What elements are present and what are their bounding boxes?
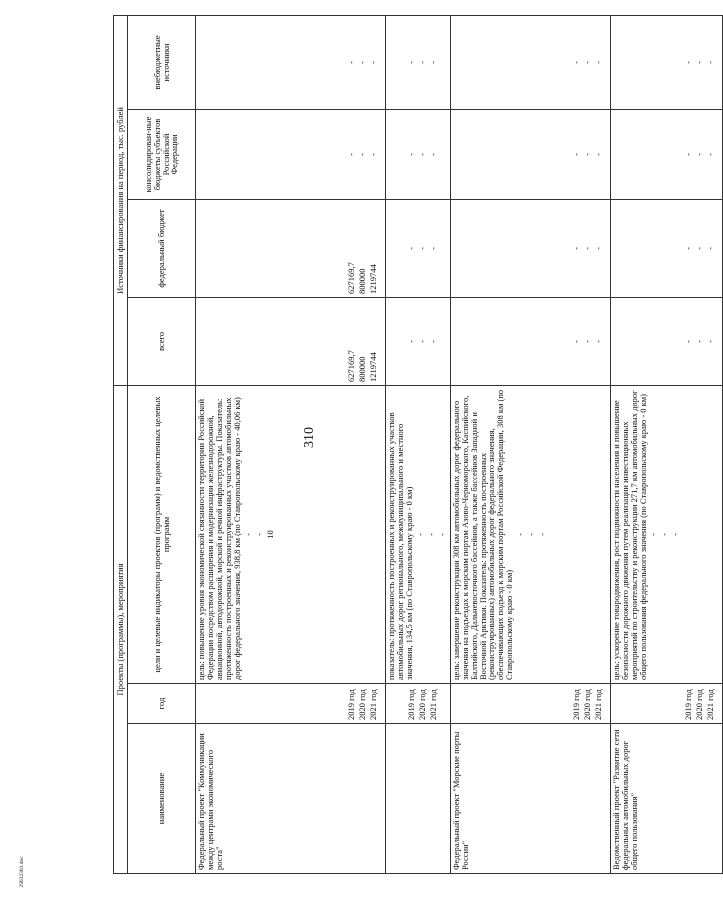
goal-cell bbox=[450, 385, 610, 683]
extrabudget-cell bbox=[196, 15, 386, 109]
year-cell bbox=[450, 684, 610, 724]
consolidated-cell bbox=[196, 109, 386, 199]
year-label: 2021 год bbox=[704, 689, 715, 720]
extrabudget-value: - bbox=[570, 61, 581, 64]
consolidated-value: - bbox=[346, 153, 356, 156]
header-extrabudget: внебюджетные источники bbox=[128, 15, 196, 109]
extrabudget-value: - bbox=[346, 61, 356, 64]
year-label: 2019 год bbox=[682, 689, 693, 720]
total-value: 627169,7 bbox=[346, 350, 356, 382]
federal-value: - bbox=[581, 247, 592, 250]
year-label: 2020 год bbox=[693, 689, 704, 720]
table-body bbox=[196, 15, 723, 873]
consolidated-cell bbox=[610, 109, 722, 199]
extrabudget-value: - bbox=[357, 61, 367, 64]
header-total: всего bbox=[128, 297, 196, 385]
extrabudget-cell bbox=[610, 15, 722, 109]
indicator-value: - bbox=[648, 533, 659, 536]
extrabudget-value: - bbox=[368, 61, 378, 64]
funding-table bbox=[113, 15, 723, 874]
indicator-value: - bbox=[436, 533, 447, 536]
indicator-value: - bbox=[425, 533, 436, 536]
federal-cell bbox=[196, 199, 386, 297]
consolidated-value: - bbox=[693, 153, 704, 156]
total-value: - bbox=[682, 340, 693, 343]
table-row bbox=[450, 15, 610, 873]
header-projects-group: Проекты (программы), мероприятия bbox=[114, 385, 128, 873]
total-cell bbox=[610, 297, 722, 385]
indicator-value: - bbox=[242, 533, 253, 536]
year-label: 2021 год bbox=[592, 689, 603, 720]
federal-value: - bbox=[428, 247, 438, 250]
rotated-table-container bbox=[113, 16, 715, 874]
extrabudget-value: - bbox=[704, 61, 715, 64]
consolidated-value: - bbox=[581, 153, 592, 156]
total-value: - bbox=[570, 340, 581, 343]
total-value: - bbox=[592, 340, 603, 343]
year-cell bbox=[610, 684, 722, 724]
table-row bbox=[386, 15, 451, 873]
total-value: - bbox=[693, 340, 704, 343]
extrabudget-value: - bbox=[417, 61, 427, 64]
federal-value: - bbox=[682, 247, 693, 250]
project-name: Федеральный проект "Морские порты России" bbox=[450, 731, 470, 870]
consolidated-value: - bbox=[417, 153, 427, 156]
total-value: - bbox=[428, 340, 438, 343]
year-label: 2019 год bbox=[570, 689, 581, 720]
table-row bbox=[610, 15, 722, 873]
project-name-cell bbox=[610, 724, 722, 874]
consolidated-value: - bbox=[357, 153, 367, 156]
consolidated-cell bbox=[450, 109, 610, 199]
total-value: 800000 bbox=[357, 356, 367, 382]
header-consolidated: консолидирован-ные бюджеты субъектов Российской Федерации bbox=[128, 109, 196, 199]
year-cell bbox=[196, 684, 386, 724]
federal-value: - bbox=[570, 247, 581, 250]
footer-filename: 29032303.doc bbox=[19, 856, 25, 888]
consolidated-cell bbox=[386, 109, 451, 199]
page-number: 310 bbox=[302, 427, 317, 448]
consolidated-value: - bbox=[368, 153, 378, 156]
year-cell bbox=[386, 684, 451, 724]
project-name-cell bbox=[196, 724, 386, 874]
goal-text: цель: завершение реконструкции 308 км автомобильных дорог федерального значения на подъездах к морским портам Азово-Черноморского, Каспийского, Балтийского, Дальневосточного бассейнов, а также бассейнов Западной и Восточной Арктики. Показатель: протяженность построенных (реконструированных) автомобильных дорог федерального значения, обеспечивающих подъезд к морским портам Российской Федерации, 308 км (по Ставропольскому краю - 0 км) bbox=[450, 389, 515, 680]
extrabudget-value: - bbox=[693, 61, 704, 64]
federal-value: - bbox=[704, 247, 715, 250]
goal-text: цель: повышение уровня экономической связанности территории Российской Федерации посредством расширения и модернизации железнодорожной, авиационной, автодорожной, морской и речной инфраструктуры. Показатель: протяженность построенных и реконструированных участков автомобильных дорог федерального значения, 938,8 км (по Ставропольскому краю - 40,06 км) bbox=[196, 397, 242, 680]
consolidated-value: - bbox=[704, 153, 715, 156]
extrabudget-value: - bbox=[581, 61, 592, 64]
federal-cell bbox=[450, 199, 610, 297]
indicator-value: - bbox=[253, 533, 264, 536]
project-name: Федеральный проект "Коммуникации между центрами экономического роста" bbox=[196, 733, 224, 870]
consolidated-value: - bbox=[570, 153, 581, 156]
extrabudget-value: - bbox=[592, 61, 603, 64]
total-value: 1219744 bbox=[368, 352, 378, 382]
header-funding-group: Источники финансирования на период, тыс. рублей bbox=[114, 15, 128, 385]
year-label: 2021 год bbox=[428, 689, 438, 720]
project-name: Ведомственный проект "Развитие сети федеральных автомобильных дорог общего пользования" bbox=[610, 729, 639, 870]
total-value: - bbox=[406, 340, 416, 343]
extrabudget-cell bbox=[450, 15, 610, 109]
consolidated-value: - bbox=[406, 153, 416, 156]
year-label: 2019 год bbox=[406, 689, 416, 720]
federal-value: - bbox=[693, 247, 704, 250]
federal-value: 800000 bbox=[357, 268, 367, 294]
goal-cell bbox=[196, 385, 386, 683]
goal-cell bbox=[610, 385, 722, 683]
project-name-cell bbox=[450, 724, 610, 874]
total-value: - bbox=[704, 340, 715, 343]
indicator-value: - bbox=[515, 533, 526, 536]
year-label: 2019 год bbox=[346, 689, 356, 720]
year-label: 2020 год bbox=[417, 689, 427, 720]
extrabudget-value: - bbox=[406, 61, 416, 64]
goal-text: показатель: протяженность построенных и реконструированных участков автомобильных дорог регионального, межмуниципального и местного значения, 134,5 км (по Ставропольскому краю - 0 км) bbox=[386, 412, 414, 680]
consolidated-value: - bbox=[682, 153, 693, 156]
header-name: наименование bbox=[128, 724, 196, 874]
table-row bbox=[196, 15, 386, 873]
indicator-value: - bbox=[414, 533, 425, 536]
federal-value: 627169,7 bbox=[346, 262, 356, 294]
year-label: 2020 год bbox=[357, 689, 367, 720]
indicator-value: 10 bbox=[264, 530, 275, 539]
year-label: 2020 год bbox=[581, 689, 592, 720]
indicator-value: - bbox=[537, 533, 548, 536]
federal-value: - bbox=[417, 247, 427, 250]
indicator-value: - bbox=[670, 533, 681, 536]
consolidated-value: - bbox=[428, 153, 438, 156]
total-cell bbox=[450, 297, 610, 385]
header-goals: цели и целевые индикаторы проектов (программ) и ведомственных целевых программ bbox=[128, 385, 196, 683]
extrabudget-value: - bbox=[428, 61, 438, 64]
total-value: - bbox=[581, 340, 592, 343]
header-federal: федеральный бюджет bbox=[128, 199, 196, 297]
year-label: 2021 год bbox=[368, 689, 378, 720]
federal-value: - bbox=[592, 247, 603, 250]
indicator-value: - bbox=[659, 533, 670, 536]
goal-text: цель: ускорение товародвижения, рост подвижности населения и повышение безопасности дорожного движения путем реализации инвестиционных мероприятий по строительству и реконструкции 271,7 км автомобильных дорог общего пользования федерального значения (по Ставропольскому краю - 0 км) bbox=[610, 390, 648, 680]
extrabudget-cell bbox=[386, 15, 451, 109]
total-cell bbox=[196, 297, 386, 385]
total-cell bbox=[386, 297, 451, 385]
federal-cell bbox=[610, 199, 722, 297]
federal-value: 1219744 bbox=[368, 264, 378, 294]
goal-cell bbox=[386, 385, 451, 683]
federal-value: - bbox=[406, 247, 416, 250]
header-year: год bbox=[128, 684, 196, 724]
indicator-value: - bbox=[526, 533, 537, 536]
consolidated-value: - bbox=[592, 153, 603, 156]
federal-cell bbox=[386, 199, 451, 297]
project-name-cell bbox=[386, 724, 451, 874]
total-value: - bbox=[417, 340, 427, 343]
extrabudget-value: - bbox=[682, 61, 693, 64]
